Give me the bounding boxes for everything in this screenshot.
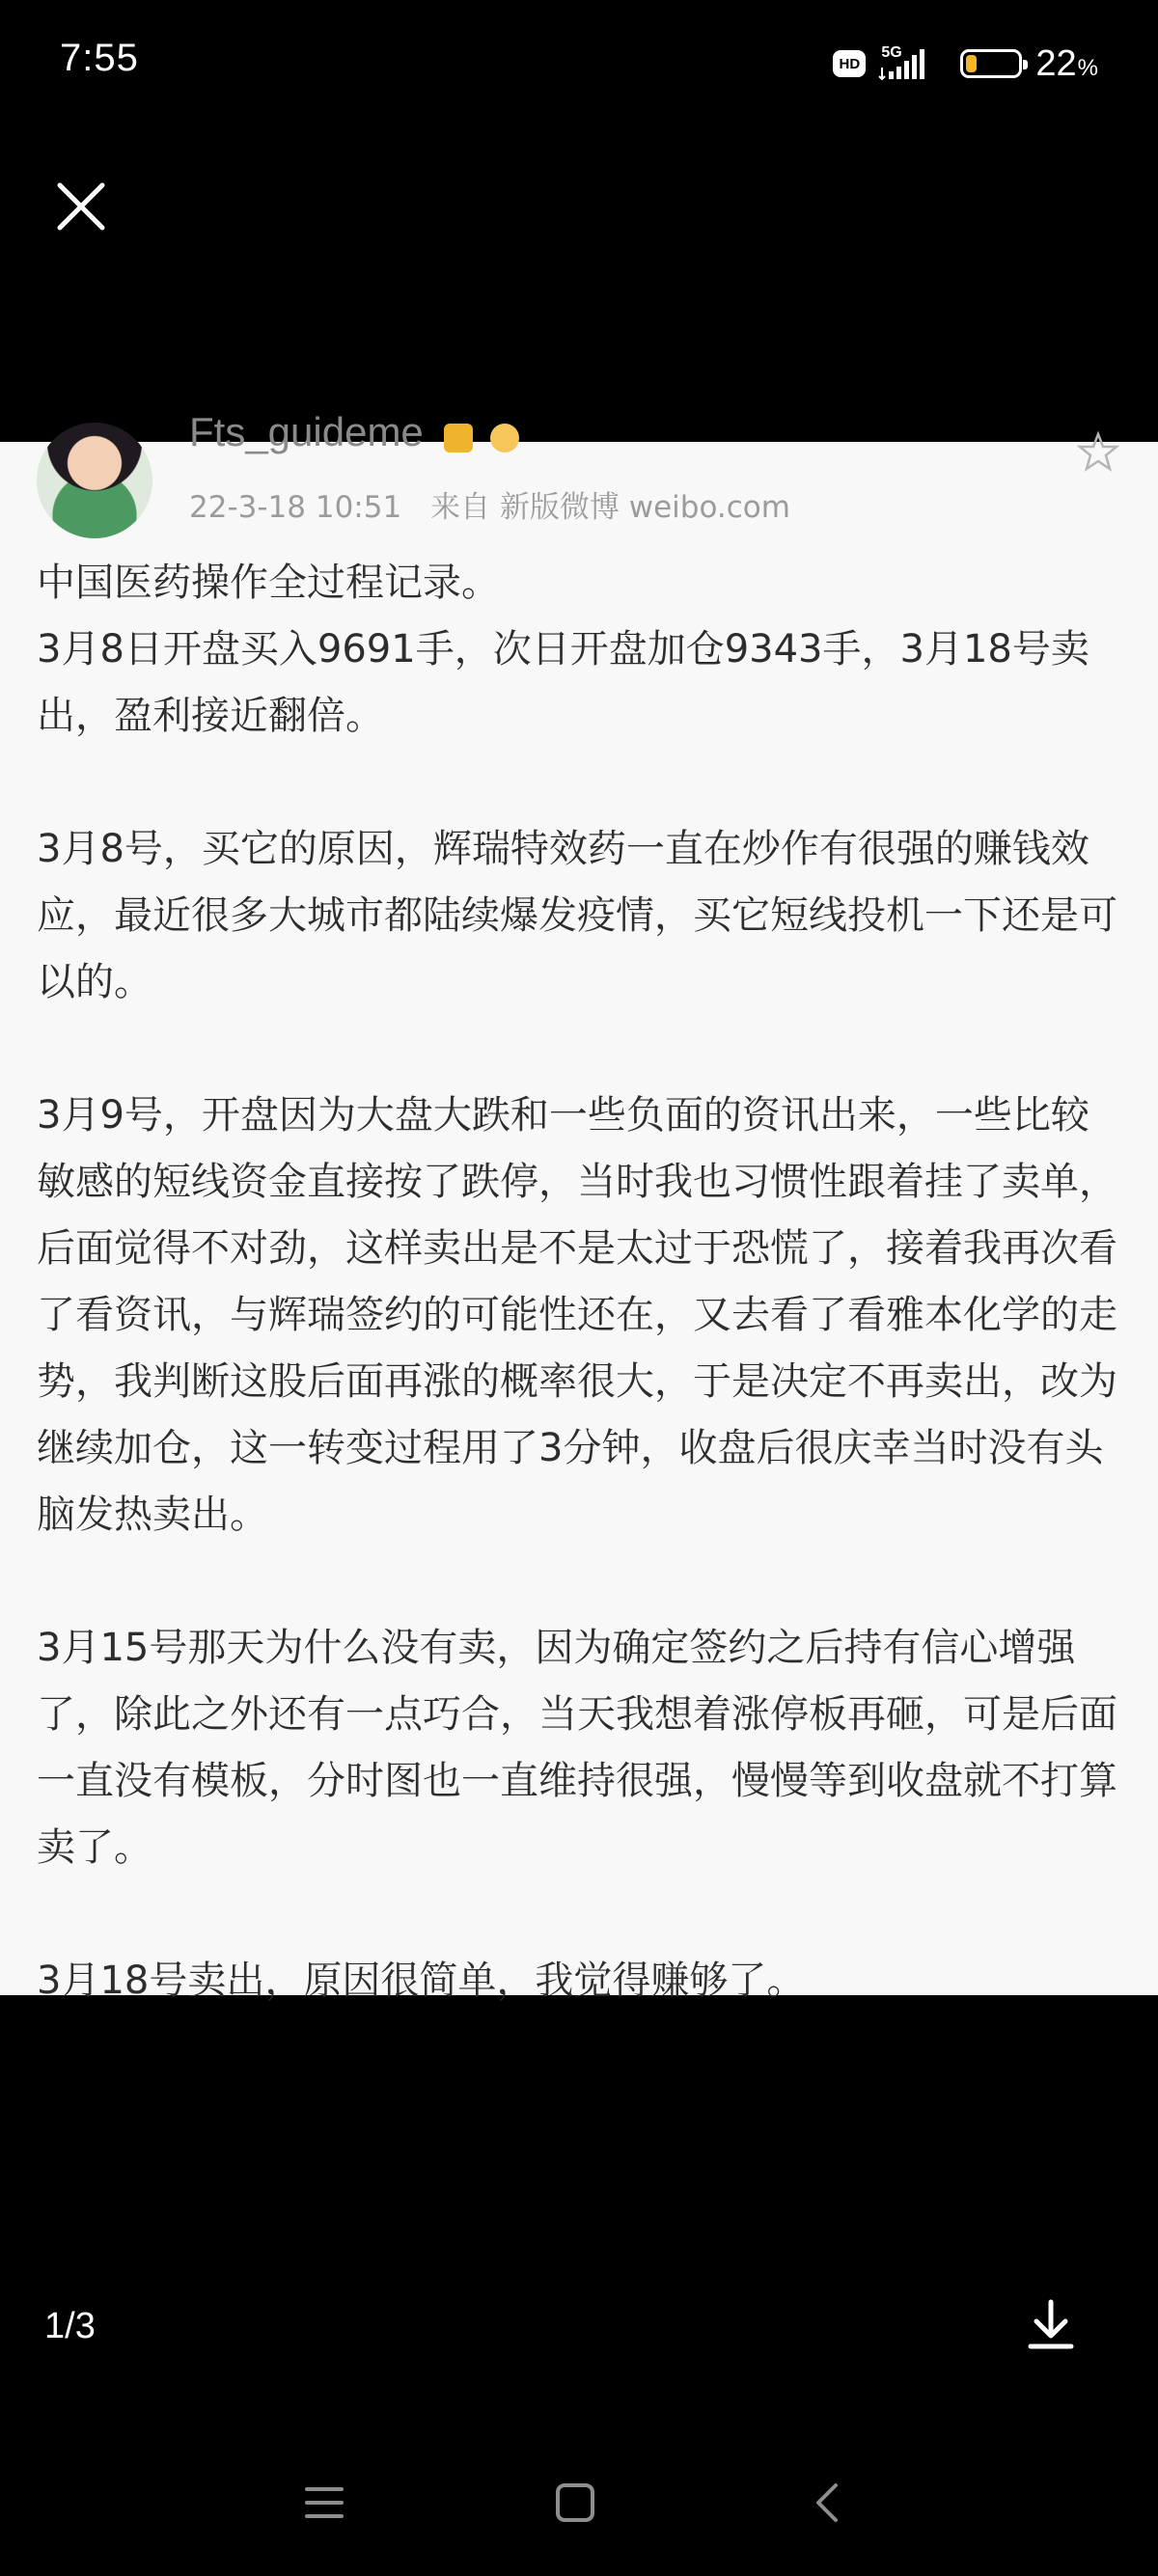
- status-time: 7:55: [60, 37, 139, 79]
- battery-percent: [1035, 43, 1098, 85]
- post-meta: [189, 482, 810, 526]
- post-paragraph: 3月15号那天为什么没有卖，因为确定签约之后持有信心增强了，除此之外还有一点巧合，当天我想着涨停板再砸，可是后面一直没有模板，分时图也一直维持很强，慢慢等到收盘就不打算卖了。: [37, 1626, 1117, 1870]
- close-button[interactable]: [50, 176, 112, 237]
- battery-percent-unit: %: [1077, 54, 1098, 81]
- paragraph-gap: [37, 750, 1127, 816]
- battery-icon: [960, 49, 1022, 78]
- download-icon: [1025, 2298, 1077, 2352]
- paragraph-gap: [37, 1548, 1127, 1615]
- user-badges: [444, 412, 525, 458]
- vip-badge-icon: [444, 424, 473, 452]
- battery-fill: [966, 55, 977, 72]
- close-icon: [50, 176, 112, 237]
- status-icons: [833, 42, 1098, 85]
- viewed-image[interactable]: [0, 409, 1158, 2003]
- username: [189, 409, 525, 458]
- paragraph-gap: [37, 1016, 1127, 1082]
- home-button[interactable]: [554, 2481, 596, 2524]
- post-date: 22-3-18 10:51: [189, 490, 402, 525]
- avatar: [37, 423, 152, 538]
- download-button[interactable]: [1025, 2298, 1077, 2352]
- back-icon: [813, 2481, 841, 2524]
- emoji-badge-icon: [490, 424, 519, 452]
- post-paragraph: 3月9号，开盘因为大盘大跌和一些负面的资讯出来，一些比较敏感的短线资金直接按了跌停，当时我也习惯性跟着挂了卖单，后面觉得不对劲，这样卖出是不是太过于恐慌了，接着我再次看了看资讯，与辉瑞签约的可能性还在，又去看了看雅本化学的走势，我判断这股后面再涨的概率很大，于是决定不再卖出，改为继续加仓，这一转变过程用了3分钟，收盘后很庆幸当时没有头脑发热卖出。: [37, 1093, 1117, 1537]
- network-label: 5G: [881, 44, 902, 61]
- status-bar: [0, 0, 1158, 125]
- post-source: 来自 新版微博 weibo.com: [430, 490, 790, 525]
- post-paragraph: 中国医药操作全过程记录。: [37, 561, 500, 605]
- post-paragraph: 3月8日开盘买入9691手，次日开盘加仓9343手，3月18号卖出，盈利接近翻倍。: [37, 627, 1089, 738]
- battery-percent-value: 22: [1035, 42, 1077, 84]
- system-nav-bar: [0, 2470, 1158, 2537]
- post-body: [37, 550, 1127, 2014]
- home-icon: [554, 2481, 596, 2524]
- recent-apps-button[interactable]: [303, 2483, 345, 2522]
- battery-tip: [1023, 60, 1028, 69]
- page-indicator: 1/3: [44, 2306, 96, 2346]
- back-button[interactable]: [813, 2481, 841, 2524]
- username-text: Fts_guideme: [189, 409, 424, 454]
- menu-icon: [303, 2483, 345, 2522]
- hd-badge: HD: [833, 50, 866, 77]
- post-paragraph: 3月18号卖出，原因很简单，我觉得赚够了。: [37, 1959, 806, 2003]
- signal-icon: [879, 44, 947, 83]
- paragraph-gap: [37, 1881, 1127, 1948]
- star-icon: [1077, 430, 1119, 473]
- post-paragraph: 3月8号，买它的原因，辉瑞特效药一直在炒作有很强的赚钱效应，最近很多大城市都陆续爆发疫情，买它短线投机一下还是可以的。: [37, 827, 1117, 1004]
